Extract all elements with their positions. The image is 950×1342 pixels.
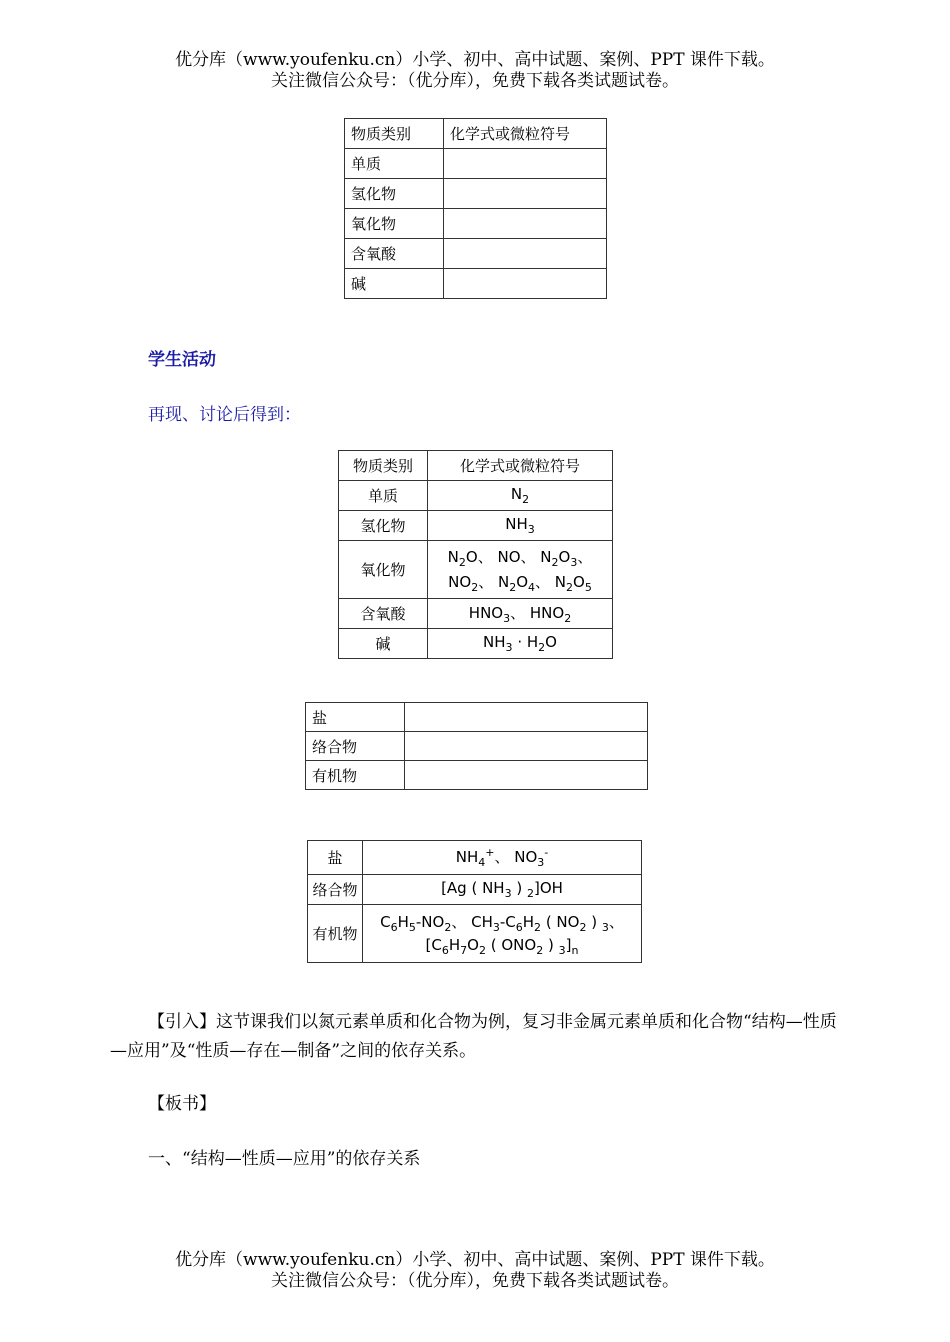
table-cell: 有机物 bbox=[306, 761, 405, 790]
table-header-category: 物质类别 bbox=[339, 451, 428, 481]
header-line-1: 优分库（www.youfenku.cn）小学、初中、高中试题、案例、PPT 课件下载。 bbox=[175, 50, 775, 70]
table-cell: 氢化物 bbox=[339, 511, 428, 541]
blank-cell bbox=[405, 703, 648, 732]
blank-cell bbox=[444, 179, 607, 209]
footer-line-2: 关注微信公众号：（优分库），免费下载各类试题试卷。 bbox=[271, 1271, 679, 1291]
formula-cell: $HNO_3$、 $HNO_2$ bbox=[428, 599, 613, 629]
blank-cell bbox=[405, 732, 648, 761]
formula-cell: $C_6H_5-NO_2$、 $CH_3-C_6H_2$ ( $NO_2$ ) $_3$、 [$C_6H_7O_2$ ( $ONO_2$ ) $_3]_n$ bbox=[363, 905, 642, 963]
filled-category-table bbox=[338, 450, 613, 659]
table-header-category: 物质类别 bbox=[345, 119, 444, 149]
table-cell: 单质 bbox=[339, 481, 428, 511]
section-heading-1: 一、“结构—性质—应用”的依存关系 bbox=[148, 1149, 421, 1169]
table-cell: 盐 bbox=[306, 703, 405, 732]
formula-cell: $NH_4^+$、 $NO_3^-$ bbox=[363, 841, 642, 875]
blank-cell bbox=[444, 209, 607, 239]
table-cell: 络合物 bbox=[306, 732, 405, 761]
table-cell: 含氧酸 bbox=[345, 239, 444, 269]
table-cell: 氢化物 bbox=[345, 179, 444, 209]
formula-cell: $NH_3 \cdot H_2O$ bbox=[428, 629, 613, 659]
section-heading-student-activity: 学生活动 bbox=[148, 350, 216, 370]
blank-cell bbox=[444, 269, 607, 299]
page-header bbox=[0, 50, 950, 92]
table-cell: 氧化物 bbox=[345, 209, 444, 239]
formula-cell: [Ag ( $NH_3$ ) $_2$]OH bbox=[363, 875, 642, 905]
blank-cell bbox=[444, 149, 607, 179]
table-header-formula: 化学式或微粒符号 bbox=[428, 451, 613, 481]
page-footer bbox=[0, 1250, 950, 1292]
table-cell: 单质 bbox=[345, 149, 444, 179]
table-cell: 有机物 bbox=[308, 905, 363, 963]
table-cell: 含氧酸 bbox=[339, 599, 428, 629]
table-cell: 盐 bbox=[308, 841, 363, 875]
table-cell: 碱 bbox=[339, 629, 428, 659]
table-cell: 络合物 bbox=[308, 875, 363, 905]
header-line-2: 关注微信公众号：（优分库），免费下载各类试题试卷。 bbox=[271, 71, 679, 91]
board-label: 【板书】 bbox=[148, 1094, 216, 1114]
blank-cell bbox=[444, 239, 607, 269]
table-header-formula: 化学式或微粒符号 bbox=[444, 119, 607, 149]
filled-salt-table bbox=[307, 840, 642, 963]
intro-paragraph: 【引入】这节课我们以氮元素单质和化合物为例，复习非金属元素单质和化合物“结构—性质—应用”及“性质—存在—制备”之间的依存关系。 bbox=[110, 1012, 837, 1061]
formula-cell: $N_2O$、 NO、 $N_2O_3$、 $NO_2$、 $N_2O_4$、 $N_2O_5$ bbox=[428, 541, 613, 599]
formula-cell: $NH_3$ bbox=[428, 511, 613, 541]
discussion-text: 再现、讨论后得到： bbox=[148, 405, 301, 425]
table-cell: 碱 bbox=[345, 269, 444, 299]
blank-salt-table bbox=[305, 702, 648, 790]
formula-cell: $N_2$ bbox=[428, 481, 613, 511]
blank-category-table bbox=[344, 118, 607, 299]
table-cell: 氧化物 bbox=[339, 541, 428, 599]
blank-cell bbox=[405, 761, 648, 790]
footer-line-1: 优分库（www.youfenku.cn）小学、初中、高中试题、案例、PPT 课件下载。 bbox=[175, 1250, 775, 1270]
